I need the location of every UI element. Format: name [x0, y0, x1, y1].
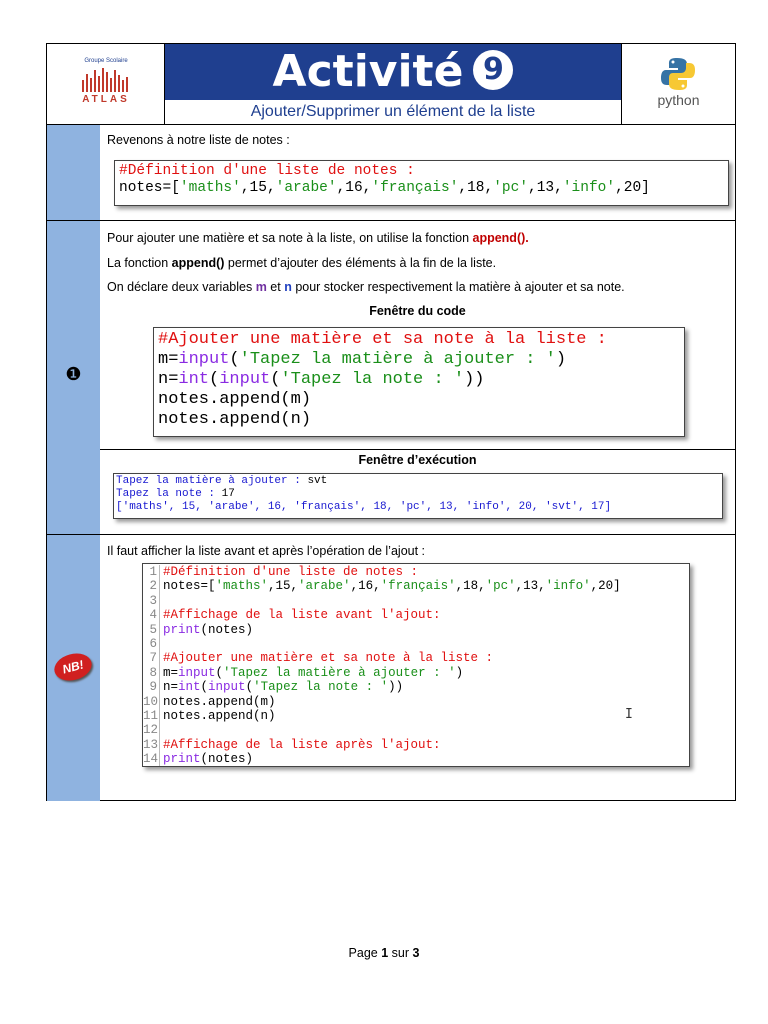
code-token: 'Tapez la note : '	[253, 680, 389, 695]
editor-line	[143, 565, 689, 579]
code-string: 'info'	[562, 180, 616, 196]
code-token: )	[455, 665, 464, 680]
line-number: 3	[143, 594, 160, 608]
code-token: #Affichage de la liste avant l'ajout:	[163, 608, 441, 623]
code-line: notes.append(m)	[158, 390, 312, 409]
editor-line	[143, 623, 689, 637]
python-icon	[660, 56, 696, 92]
prompt-text: Tapez la matière à ajouter :	[116, 475, 308, 487]
line-number: 7	[143, 651, 160, 665]
header-banner	[165, 44, 622, 124]
append-keyword: append()	[171, 256, 225, 270]
divider	[100, 449, 735, 450]
logo-caption: Groupe Scolaire	[84, 58, 128, 64]
section1-intro: Revenons à notre liste de notes :	[107, 133, 290, 147]
code-builtin: input	[219, 370, 271, 389]
divider	[47, 124, 735, 125]
python-label: python	[657, 92, 700, 108]
code-token: ,15,	[240, 180, 276, 196]
execution-output	[113, 473, 723, 519]
step-one-icon: ❶	[65, 364, 82, 384]
page-footer	[0, 946, 768, 960]
editor-line	[143, 579, 689, 593]
editor-line	[143, 637, 689, 651]
section2-paragraph2	[107, 255, 496, 271]
line-number: 8	[143, 666, 160, 680]
code-string: 'maths'	[179, 180, 241, 196]
editor-code-block	[142, 563, 690, 767]
editor-line	[143, 594, 689, 608]
code-string: 'arabe'	[275, 180, 337, 196]
code-token: (	[215, 665, 224, 680]
execution-window-heading: Fenêtre d’exécution	[358, 453, 477, 467]
code-window-heading: Fenêtre du code	[369, 304, 466, 318]
text: et	[266, 280, 285, 294]
code-token: 'maths'	[215, 579, 269, 594]
line-number: 5	[143, 623, 160, 637]
code-token: (	[209, 370, 220, 389]
divider	[47, 534, 735, 535]
code-token: m=	[163, 665, 179, 680]
code-token: 'pc'	[485, 579, 516, 594]
line-number: 2	[143, 579, 160, 593]
editor-line	[143, 709, 689, 723]
code-token: ,13,	[515, 579, 546, 594]
section2-paragraph1	[107, 230, 529, 246]
line-number: 13	[143, 737, 159, 752]
append-keyword: append().	[472, 231, 529, 245]
activity-frame	[46, 43, 736, 801]
code-string: 'pc'	[493, 180, 529, 196]
code-token: (notes)	[200, 752, 254, 767]
code-token: 'français'	[380, 579, 456, 594]
code-token: n=	[158, 370, 179, 389]
line-number: 1	[143, 565, 160, 579]
text: Pour ajouter une matière et sa note à la liste, on utilise la fonction	[107, 231, 473, 245]
user-input: 17	[221, 488, 235, 500]
code-token: #Définition d'une liste de notes :	[163, 565, 419, 579]
code-token: n=	[163, 680, 179, 695]
code-token: 'arabe'	[298, 579, 351, 594]
section1-code-block	[114, 160, 729, 206]
logo-name: ATLAS	[82, 94, 130, 105]
code-token: (notes)	[200, 622, 254, 637]
variable-m: m	[255, 280, 267, 294]
code-string: 'Tapez la note : '	[280, 370, 465, 389]
nb-badge-icon: NB!	[51, 650, 94, 685]
code-token: ,13,	[528, 180, 563, 196]
code-token: ,20]	[615, 180, 650, 196]
code-line: notes.append(n)	[158, 410, 312, 429]
user-input: svt	[307, 475, 328, 487]
code-token: print	[163, 622, 201, 637]
code-token: int	[178, 680, 201, 695]
variable-n: n	[284, 280, 292, 294]
title-text: Activité	[272, 46, 464, 97]
editor-line	[143, 666, 689, 680]
code-token: notes.append(n)	[163, 709, 276, 724]
editor-line	[143, 695, 689, 709]
output-list: ['maths', 15, 'arabe', 16, 'français', 18, 'pc', 13, 'info', 20, 'svt', 17]	[116, 501, 612, 513]
code-token: input	[208, 680, 246, 695]
text: pour stocker respectivement la matière à ajouter et sa note.	[291, 280, 625, 294]
editor-line	[143, 752, 689, 766]
code-token: #Affichage de la liste après l'ajout:	[163, 737, 441, 752]
text: On déclare deux variables	[107, 280, 256, 294]
python-logo	[622, 44, 735, 124]
page-number: 1	[381, 946, 389, 960]
text: permet d’ajouter des éléments à la fin de la liste.	[224, 256, 497, 270]
code-token: ,18,	[458, 180, 494, 196]
code-token: ,16,	[350, 579, 381, 594]
code-token: ))	[388, 680, 404, 695]
editor-line	[143, 608, 689, 622]
page-title	[165, 44, 621, 100]
code-string: 'français'	[371, 180, 459, 196]
line-number: 12	[143, 723, 159, 738]
section2-code-block	[153, 327, 685, 437]
activity-number: 9	[473, 50, 513, 90]
code-token: notes.append(m)	[163, 694, 276, 709]
code-token: print	[163, 752, 201, 767]
code-token: ,16,	[336, 180, 372, 196]
editor-line	[143, 651, 689, 665]
code-comment: #Définition d'une liste de notes :	[119, 163, 415, 179]
code-token: notes=[	[119, 180, 180, 196]
code-builtin: int	[178, 370, 210, 389]
code-token: ,20]	[590, 579, 621, 594]
school-logo	[47, 44, 165, 124]
code-token: notes=[	[163, 579, 216, 594]
code-token: (	[200, 680, 209, 695]
code-token: ))	[464, 370, 485, 389]
line-number: 11	[143, 709, 159, 724]
editor-line	[143, 738, 689, 752]
prompt-text: Tapez la note :	[116, 488, 222, 500]
section2-paragraph3	[107, 279, 625, 295]
code-token: (	[245, 680, 254, 695]
section1-sidebar	[47, 125, 100, 220]
code-token: 'Tapez la matière à ajouter : '	[223, 665, 456, 680]
code-token: input	[178, 665, 216, 680]
section3-intro: Il faut afficher la liste avant et après l’opération de l’ajout :	[107, 544, 426, 558]
code-token: )	[555, 350, 567, 369]
code-token: (	[270, 370, 281, 389]
line-number: 6	[143, 637, 160, 651]
code-comment: #Ajouter une matière et sa note à la liste :	[158, 330, 607, 349]
footer-text: sur	[388, 946, 413, 960]
code-token: ,15,	[268, 579, 299, 594]
page-subtitle: Ajouter/Supprimer un élément de la liste	[250, 103, 536, 120]
code-string: 'Tapez la matière à ajouter : '	[239, 350, 556, 369]
footer-text: Page	[348, 946, 382, 960]
code-token: (	[229, 350, 240, 369]
code-builtin: input	[178, 350, 230, 369]
code-token: ,18,	[455, 579, 486, 594]
editor-line	[143, 723, 689, 737]
text: La fonction	[107, 256, 172, 270]
line-number: 10	[143, 694, 159, 709]
divider	[47, 220, 735, 221]
line-number: 4	[143, 608, 160, 622]
editor-line	[143, 680, 689, 694]
code-token: 'info'	[545, 579, 591, 594]
page-total: 3	[412, 946, 420, 960]
code-token: m=	[158, 350, 179, 369]
line-number: 9	[143, 680, 160, 694]
logo-bars-icon	[81, 66, 133, 92]
text-cursor-icon: I	[625, 707, 633, 722]
code-token: #Ajouter une matière et sa note à la liste :	[163, 651, 494, 666]
line-number: 14	[143, 752, 159, 767]
